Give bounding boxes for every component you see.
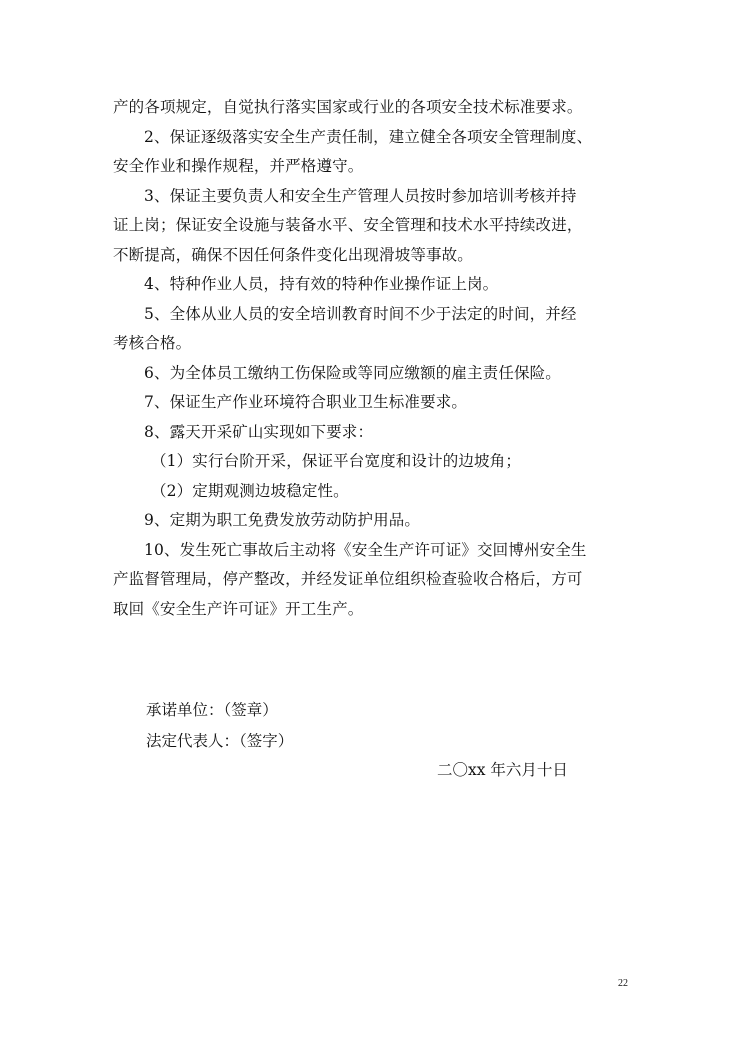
text-line: 8、露天开采矿山实现如下要求： bbox=[144, 422, 374, 441]
text-line: 产监督管理局，停产整改，并经发证单位组织检查验收合格后，方可 bbox=[113, 570, 583, 588]
text-line: 安全作业和操作规程，并严格遵守。 bbox=[113, 157, 364, 175]
text-line: 7、保证生产作业环境符合职业卫生标准要求。 bbox=[144, 393, 468, 411]
text-line: 6、为全体员工缴纳工伤保险或等同应缴额的雇主责任保险。 bbox=[144, 363, 561, 382]
signing-date: 二〇xx 年六月十日 bbox=[437, 761, 568, 779]
text-line: 不断提高，确保不因任何条件变化出现滑坡等事故。 bbox=[113, 245, 473, 264]
text-line: 9、定期为职工免费发放劳动防护用品。 bbox=[144, 511, 421, 529]
text-line: （1）实行台阶开采，保证平台宽度和设计的边坡角； bbox=[151, 452, 521, 470]
text-line: 2、保证逐级落实安全生产责任制，建立健全各项安全管理制度、 bbox=[144, 127, 593, 146]
text-line: 4、特种作业人员，持有效的特种作业操作证上岗。 bbox=[144, 275, 499, 293]
text-line: 取回《安全生产许可证》开工生产。 bbox=[113, 599, 364, 618]
body-text bbox=[113, 93, 633, 624]
page-number: 22 bbox=[618, 978, 628, 989]
text-line: 考核合格。 bbox=[113, 334, 192, 352]
text-line: （2）定期观测边坡稳定性。 bbox=[151, 481, 349, 500]
text-line: 证上岗；保证安全设施与装备水平、安全管理和技术水平持续改进， bbox=[113, 216, 583, 234]
text-line: 5、全体从业人员的安全培训教育时间不少于法定的时间，并经 bbox=[144, 304, 577, 323]
text-line: 10、发生死亡事故后主动将《安全生产许可证》交回博州安全生 bbox=[144, 540, 587, 559]
signing-unit: 承诺单位：（签章） bbox=[146, 701, 278, 719]
text-line: 产的各项规定，自觉执行落实国家或行业的各项安全技术标准要求。 bbox=[113, 98, 583, 116]
text-line: 3、保证主要负责人和安全生产管理人员按时参加培训考核并持 bbox=[144, 186, 577, 205]
legal-representative: 法定代表人：（签字） bbox=[146, 732, 294, 750]
